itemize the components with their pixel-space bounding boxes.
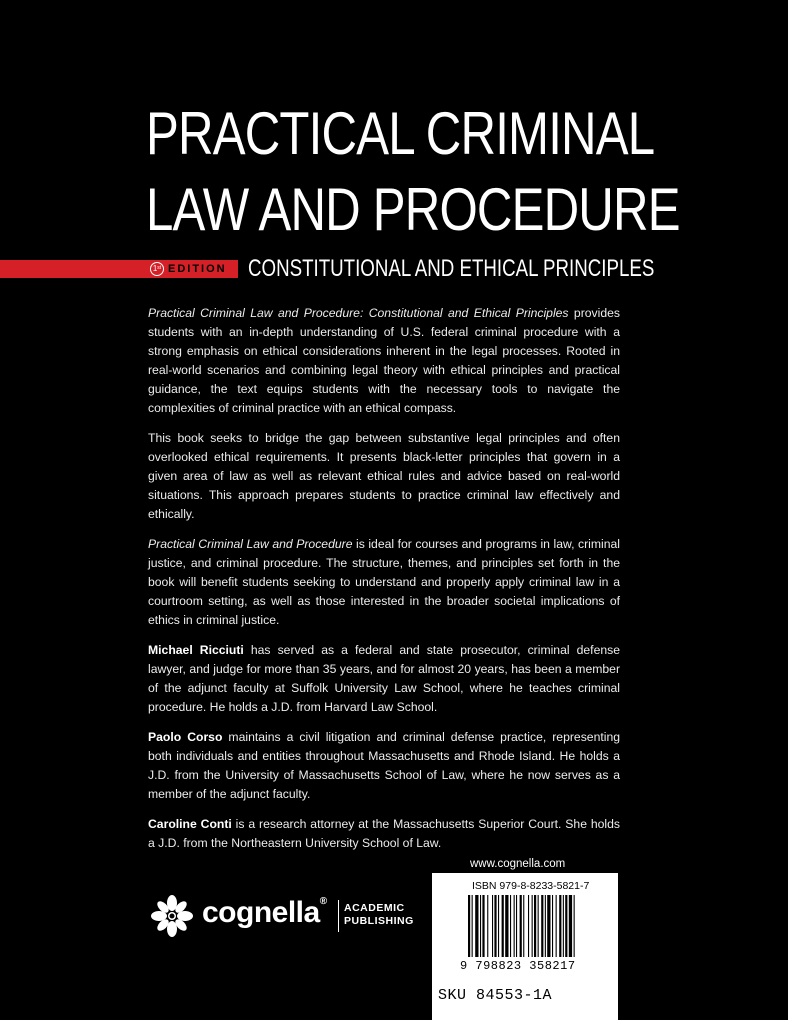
author-bio: Caroline Conti is a research attorney at the Massachusetts Superior Court. She holds a J.D. from the Northeastern University School of Law.	[148, 817, 620, 850]
publisher-logo	[148, 890, 428, 940]
book-title-italic: Practical Criminal Law and Procedure	[148, 537, 353, 551]
title-line-1: PRACTICAL CRIMINAL	[146, 100, 655, 167]
description-paragraph-1: Practical Criminal Law and Procedure: Constitutional and Ethical Principles provides students with an in-depth understanding of U.S. federal criminal procedure with a strong emphasis on ethical considerations inherent in the legal processes. Rooted in real-world scenarios and combining legal theory with ethical principles and practical guidance, the text equips students with the necessary tools to navigate the complexities of criminal practice with an ethical compass.	[148, 306, 620, 415]
isbn-barcode-box	[432, 873, 618, 1020]
publisher-wordmark: cognella®	[202, 896, 327, 929]
book-title	[146, 96, 680, 248]
author-bio: Paolo Corso maintains a civil litigation and criminal defense practice, representing both individuals and entities throughout Massachusetts and Rhode Island. He holds a J.D. from the University of Massachusetts School of Law, where he now serves as a member of the adjunct faculty.	[148, 730, 620, 801]
barcode-digits: 9 798823 358217	[460, 959, 576, 973]
back-cover-text	[148, 304, 620, 864]
author-name: Paolo Corso	[148, 730, 223, 744]
edition-badge	[150, 262, 164, 276]
edition-label: EDITION	[168, 263, 227, 275]
book-title-italic: Practical Criminal Law and Procedure: Constitutional and Ethical Principles	[148, 306, 569, 320]
author-name: Michael Ricciuti	[148, 643, 244, 657]
description-paragraph-3: Practical Criminal Law and Procedure is ideal for courses and programs in law, criminal justice, and criminal procedure. The structure, themes, and principles set forth in the book will benefit students seeking to understand and properly apply criminal law in a courtroom setting, as well as those interested in the broader societal implications of ethics in criminal justice.	[148, 537, 620, 627]
edition-number: 1	[152, 264, 158, 273]
author-name: Caroline Conti	[148, 817, 232, 831]
logo-divider	[338, 900, 339, 932]
sku-label: SKU 84553-1A	[438, 987, 553, 1004]
author-bio: Michael Ricciuti has served as a federal and state prosecutor, criminal defense lawyer, and judge for more than 35 years, and for almost 20 years, has been a member of the adjunct faculty at Suffolk University Law School, where he teaches criminal procedure. He holds a J.D. from Harvard Law School.	[148, 643, 620, 714]
isbn-label: ISBN 979-8-8233-5821-7	[472, 880, 590, 892]
book-subtitle: CONSTITUTIONAL AND ETHICAL PRINCIPLES	[248, 255, 655, 282]
barcode	[468, 895, 616, 957]
description-paragraph-2: This book seeks to bridge the gap between substantive legal principles and often overlooked ethical requirements. It presents black-letter principles that govern in a given area of law as well as relevant ethical rules and advice based on real-world situations. This approach prepares students to practice criminal law effectively and ethically.	[148, 431, 620, 521]
title-line-2: LAW AND PROCEDURE	[146, 176, 680, 243]
edition-suffix: st	[157, 265, 162, 271]
publisher-tagline: ACADEMIC PUBLISHING	[344, 902, 414, 927]
publisher-url: www.cognella.com	[470, 858, 566, 870]
cognella-flower-icon	[148, 892, 196, 940]
